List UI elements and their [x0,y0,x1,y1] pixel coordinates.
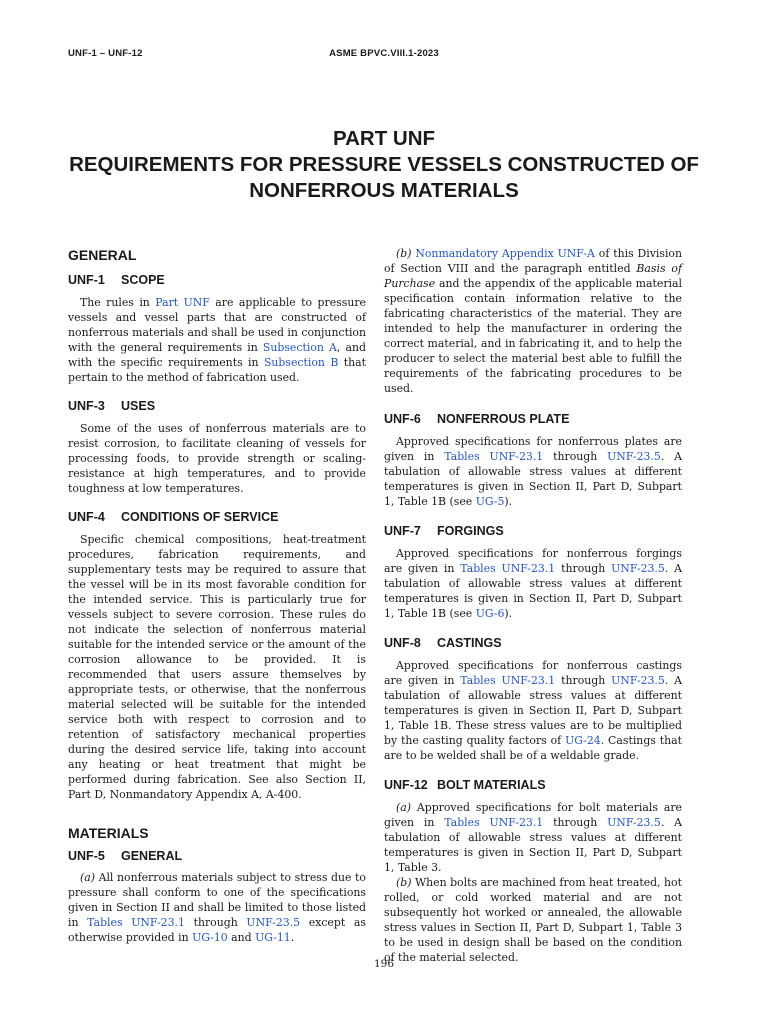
section-title: GENERAL [121,849,183,863]
paragraph-unf-7 [384,546,682,621]
text: . A tabulation of allowable stress values at different temperatures is given in Section II, Part D, Subpart 1, Table 1B (see [384,562,683,620]
text: . [290,931,295,944]
link-ug-6[interactable]: UG-6 [475,607,505,620]
section-number: UNF-6 [384,412,421,426]
header-standard-code: ASME BPVC.VIII.1-2023 [329,48,439,59]
right-column [384,246,682,965]
text: Approved specifications for nonferrous plates are given in [384,435,682,463]
link-unf-23-5[interactable]: UNF-23.5 [611,674,665,687]
section-number: UNF-4 [68,510,105,524]
heading-unf-12 [384,777,682,793]
text: except as otherwise provided in [68,916,366,944]
paragraph-unf-3: Some of the uses of nonferrous materials are to resist corrosion, to facilitate cleaning of vessels for processing foods, to provide strength or scaling-resistance at high temperatures, and to provide toughness at low temperatures. [68,422,366,495]
link-tables-unf-23-1[interactable]: Tables UNF-23.1 [444,816,544,829]
paragraph-unf-5b [384,246,682,396]
text: through [184,916,247,929]
text: . A tabulation of allowable stress values at different temperatures is given in Section II, Part D, Subpart 1, Table 3. [384,816,682,874]
text: When bolts are machined from heat treated, hot rolled, or cold worked material and are not subsequently hot worked or annealed, the allowable stress values in Section II, Part D, Subpart 1, Table 3 to be used in design shall be based on the condition of the material selected. [384,876,682,964]
text: Approved specifications for nonferrous castings are given in [384,659,682,687]
page-title [40,126,728,204]
text: through [555,562,612,575]
section-title: CONDITIONS OF SERVICE [121,510,279,524]
paragraph-unf-8 [384,658,682,763]
section-title: BOLT MATERIALS [437,778,546,792]
heading-unf-4 [68,509,366,525]
text: ). [504,607,513,620]
item-label: (a) [80,871,95,884]
item-label: (b) [396,247,412,260]
section-title: NONFERROUS PLATE [437,412,570,426]
link-ug-11[interactable]: UG-11 [255,931,291,944]
link-part-unf[interactable]: Part UNF [155,296,210,309]
paragraph-unf-4: Specific chemical compositions, heat-treatment procedures, fabrication requirements, and supplementary tests may be required to assure that the vessel will be in its most favorable condition for the intended service. This is particularly true for vessels subject to severe corrosion. These rules do not indicate the selection of nonferrous material suitable for the intended service or the amount of the corrosion allowance to be provided. It is recommended that users assure themselves by appropriate tests, or otherwise, that the nonferrous material selected will be suitable for the intended service both with respect to corrosion and to retention of satisfactory mechanical properties during the desired service life, taking into account any heating or heat treatment that might be performed during fabrication. See also Section II, Part D, Nonmandatory Appendix A, A-400. [68,533,366,801]
heading-general: GENERAL [68,247,137,263]
link-unf-23-5[interactable]: UNF-23.5 [607,450,661,463]
text: . A tabulation of allowable stress values at different temperatures is given in Section II, Part D, Subpart 1, Table 1B. These stress values are to be multiplied by the casting quality factors of [384,674,683,747]
link-unf-23-5[interactable]: UNF-23.5 [611,562,665,575]
heading-unf-3 [68,398,366,414]
text: All nonferrous materials subject to stress due to pressure shall conform to one of the specifications given in Section II and shall be limited to those listed in [68,871,366,929]
paragraph-unf-12a [384,800,682,875]
text: Approved specifications for bolt materials are given in [384,801,682,829]
section-title: USES [121,399,156,413]
paragraph-unf-12b [384,875,682,965]
emphasis-basis-of-purchase: Basis of Purchase [384,262,682,290]
header-section-range: UNF-1 – UNF-12 [68,48,143,59]
text: are applicable to pressure vessels and vessel parts that are constructed of nonferrous materials and shall be used in conjunction with the general requirements in [68,296,367,354]
link-tables-unf-23-1[interactable]: Tables UNF-23.1 [87,916,185,929]
text: The rules in [80,296,156,309]
text: through [543,450,608,463]
link-unf-23-5[interactable]: UNF-23.5 [246,916,301,929]
link-subsection-b[interactable]: Subsection B [263,356,339,369]
link-unf-23-5[interactable]: UNF-23.5 [607,816,661,829]
text: and [227,931,256,944]
link-tables-unf-23-1[interactable]: Tables UNF-23.1 [460,562,556,575]
heading-unf-5 [68,848,366,864]
section-number: UNF-3 [68,399,105,413]
section-number: UNF-5 [68,849,105,863]
paragraph-unf-1 [68,295,366,385]
section-number: UNF-8 [384,636,421,650]
item-label: (a) [396,801,411,814]
text: through [555,674,612,687]
text: Approved specifications for nonferrous forgings are given in [384,547,682,575]
heading-unf-7 [384,523,682,539]
page-number: 196 [373,958,395,970]
text: through [543,816,608,829]
section-number: UNF-7 [384,524,421,538]
section-title: CASTINGS [437,636,502,650]
title-line-1: PART UNF [332,127,436,150]
title-line-3: NONFERROUS MATERIALS [249,179,519,202]
heading-unf-1 [68,272,366,288]
link-ug-24[interactable]: UG-24 [565,734,601,747]
heading-unf-8 [384,635,682,651]
section-number: UNF-1 [68,273,105,287]
link-appendix-unf-a[interactable]: Nonmandatory Appendix UNF-A [415,247,595,260]
text: , and with the specific requirements in [68,341,366,369]
text: that pertain to the method of fabrication used. [68,356,366,384]
link-tables-unf-23-1[interactable]: Tables UNF-23.1 [460,674,556,687]
title-line-2: REQUIREMENTS FOR PRESSURE VESSELS CONSTRUCTED OF [69,153,699,176]
link-tables-unf-23-1[interactable]: Tables UNF-23.1 [444,450,544,463]
link-ug-5[interactable]: UG-5 [475,495,505,508]
text: and the appendix of the applicable material specification contain information relative to the fabricating characteristics of the material. They are intended to help the manufacturer in ordering the correct material, and in fabricating it, and to help the producer to select the material best able to fulfill the requirements of the fabricating procedures to be used. [384,277,682,395]
paragraph-unf-6 [384,434,682,509]
heading-unf-6 [384,411,682,427]
section-title: FORGINGS [437,524,504,538]
text: ). [504,495,513,508]
text: . A tabulation of allowable stress values at different temperatures is given in Section II, Part D, Subpart 1, Table 1B (see [384,450,682,508]
item-label: (b) [396,876,412,889]
text: . Castings that are to be welded shall be of a weldable grade. [384,734,682,762]
link-ug-10[interactable]: UG-10 [192,931,228,944]
text: of this Division of Section VIII and the paragraph entitled [384,247,683,275]
link-subsection-a[interactable]: Subsection A [262,341,337,354]
paragraph-unf-5a [68,870,366,945]
heading-materials: MATERIALS [68,825,149,841]
left-column [68,246,366,945]
section-title: SCOPE [121,273,165,287]
section-number: UNF-12 [384,778,428,792]
